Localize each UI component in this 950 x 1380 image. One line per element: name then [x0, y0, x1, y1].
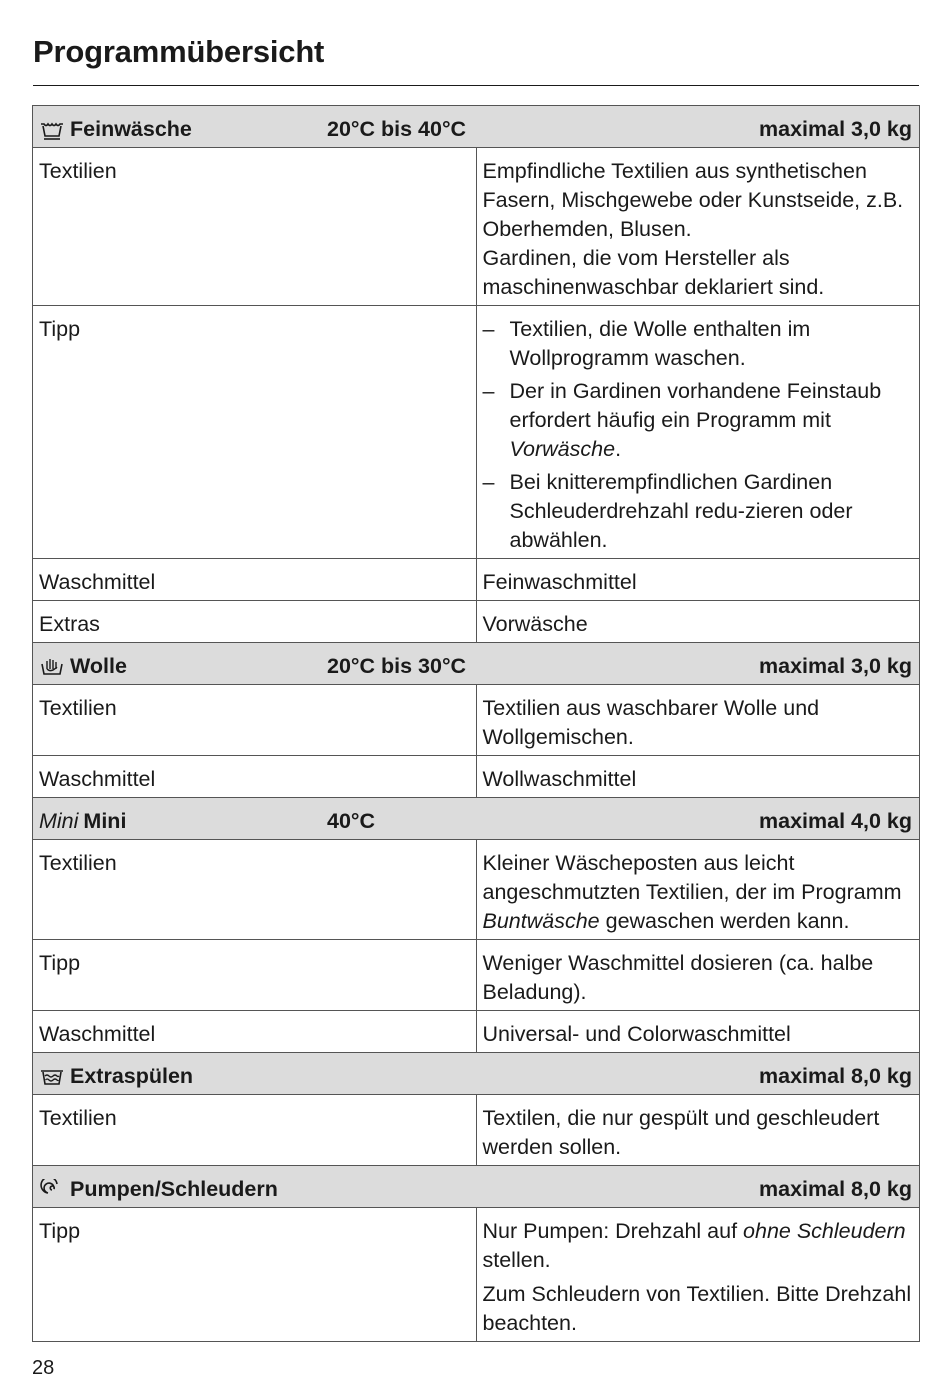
table-row	[33, 840, 920, 940]
row-label: Waschmittel	[33, 1011, 477, 1053]
table-row	[33, 1095, 920, 1166]
textilien-text: gewaschen werden kann.	[599, 909, 850, 933]
program-name: Pumpen/Schleudern	[70, 1177, 278, 1201]
tip-text: Der in Gardinen vorhandene Feinstaub erfordert häufig ein Programm mit	[509, 379, 882, 432]
row-value	[476, 840, 920, 940]
list-item: – Textilien, die Wolle enthalten im Wollprogramm waschen.	[483, 315, 914, 373]
wool-hand-wash-icon	[39, 657, 65, 677]
row-value: Feinwaschmittel	[476, 559, 920, 601]
program-name: Wolle	[70, 654, 127, 678]
row-value: Weniger Waschmittel dosieren (ca. halbe Beladung).	[476, 940, 920, 1011]
program-header-mini	[33, 798, 920, 840]
row-label: Textilien	[33, 685, 477, 756]
tip-list	[483, 315, 914, 555]
program-max-load: maximal 4,0 kg	[759, 809, 912, 833]
program-max-load: maximal 8,0 kg	[759, 1064, 912, 1088]
program-max-load: maximal 3,0 kg	[759, 117, 912, 141]
textilien-emphasis: Buntwäsche	[482, 909, 600, 933]
table-row	[33, 1011, 920, 1053]
row-label: Extras	[33, 601, 477, 643]
program-header-feinwaesche	[33, 106, 920, 148]
table-row	[33, 940, 920, 1011]
row-label: Waschmittel	[33, 756, 477, 798]
tip-text-part: stellen.	[482, 1248, 551, 1272]
program-temperature: 20°C bis 30°C	[327, 654, 467, 678]
textilien-text: Gardinen, die vom Hersteller als maschinenwaschbar deklariert sind.	[482, 246, 825, 299]
tip-text: .	[615, 437, 622, 461]
table-row	[33, 601, 920, 643]
program-overview-table	[32, 105, 920, 1342]
row-label: Tipp	[33, 1208, 477, 1342]
tip-text	[483, 1217, 914, 1275]
textilien-text: Kleiner Wäscheposten aus leicht angeschmutzten Textilien, der im Programm	[482, 851, 902, 904]
program-max-load: maximal 8,0 kg	[759, 1177, 912, 1201]
table-row	[33, 148, 920, 306]
program-header-pumpen	[33, 1166, 920, 1208]
tip-emphasis: Vorwäsche	[509, 437, 616, 461]
row-label: Textilien	[33, 840, 477, 940]
program-max-load: maximal 3,0 kg	[759, 654, 912, 678]
list-item	[483, 377, 914, 464]
title-divider	[33, 85, 919, 86]
program-name: Extraspülen	[70, 1064, 194, 1088]
program-header-wolle	[33, 643, 920, 685]
row-value: Textilien aus waschbarer Wolle und Wollgemischen.	[476, 685, 920, 756]
mini-symbol-icon: Mini	[39, 809, 79, 833]
textilien-text: Empfindliche Textilien aus synthetischen Fasern, Mischgewebe oder Kunstseide, z.B. Oberhemden, Blusen.	[482, 159, 904, 241]
table-row	[33, 685, 920, 756]
spin-icon	[39, 1179, 65, 1201]
row-value: Textilen, die nur gespült und geschleudert werden sollen.	[476, 1095, 920, 1166]
row-label: Tipp	[33, 940, 477, 1011]
tip-text: Zum Schleudern von Textilien. Bitte Drehzahl beachten.	[482, 1282, 912, 1335]
tip-text: Bei knitterempfindlichen Gardinen Schleuderdrehzahl redu-zieren oder abwählen.	[509, 470, 853, 552]
row-value: Vorwäsche	[476, 601, 920, 643]
list-item	[483, 468, 914, 555]
row-value: Wollwaschmittel	[476, 756, 920, 798]
row-value	[476, 1208, 920, 1342]
table-row	[33, 306, 920, 559]
table-row	[33, 756, 920, 798]
row-label: Textilien	[33, 1095, 477, 1166]
program-name: Feinwäsche	[70, 117, 192, 141]
program-name: Mini	[83, 809, 127, 833]
tip-text-part: Nur Pumpen: Drehzahl auf	[482, 1219, 744, 1243]
page-number: 28	[32, 1357, 55, 1379]
row-label: Textilien	[33, 148, 477, 306]
row-value: Universal- und Colorwaschmittel	[476, 1011, 920, 1053]
program-header-extraspuelen	[33, 1053, 920, 1095]
rinse-icon	[39, 1067, 65, 1087]
tip-emphasis: ohne Schleudern	[743, 1219, 906, 1243]
program-temperature: 20°C bis 40°C	[327, 117, 467, 141]
table-row	[33, 1208, 920, 1342]
row-value	[476, 148, 920, 306]
program-temperature: 40°C	[327, 809, 376, 833]
table-row	[33, 559, 920, 601]
row-label: Waschmittel	[33, 559, 477, 601]
row-value	[476, 306, 920, 559]
delicate-wash-icon	[39, 120, 65, 140]
row-label: Tipp	[33, 306, 477, 559]
page-title: Programmübersicht	[33, 34, 325, 69]
